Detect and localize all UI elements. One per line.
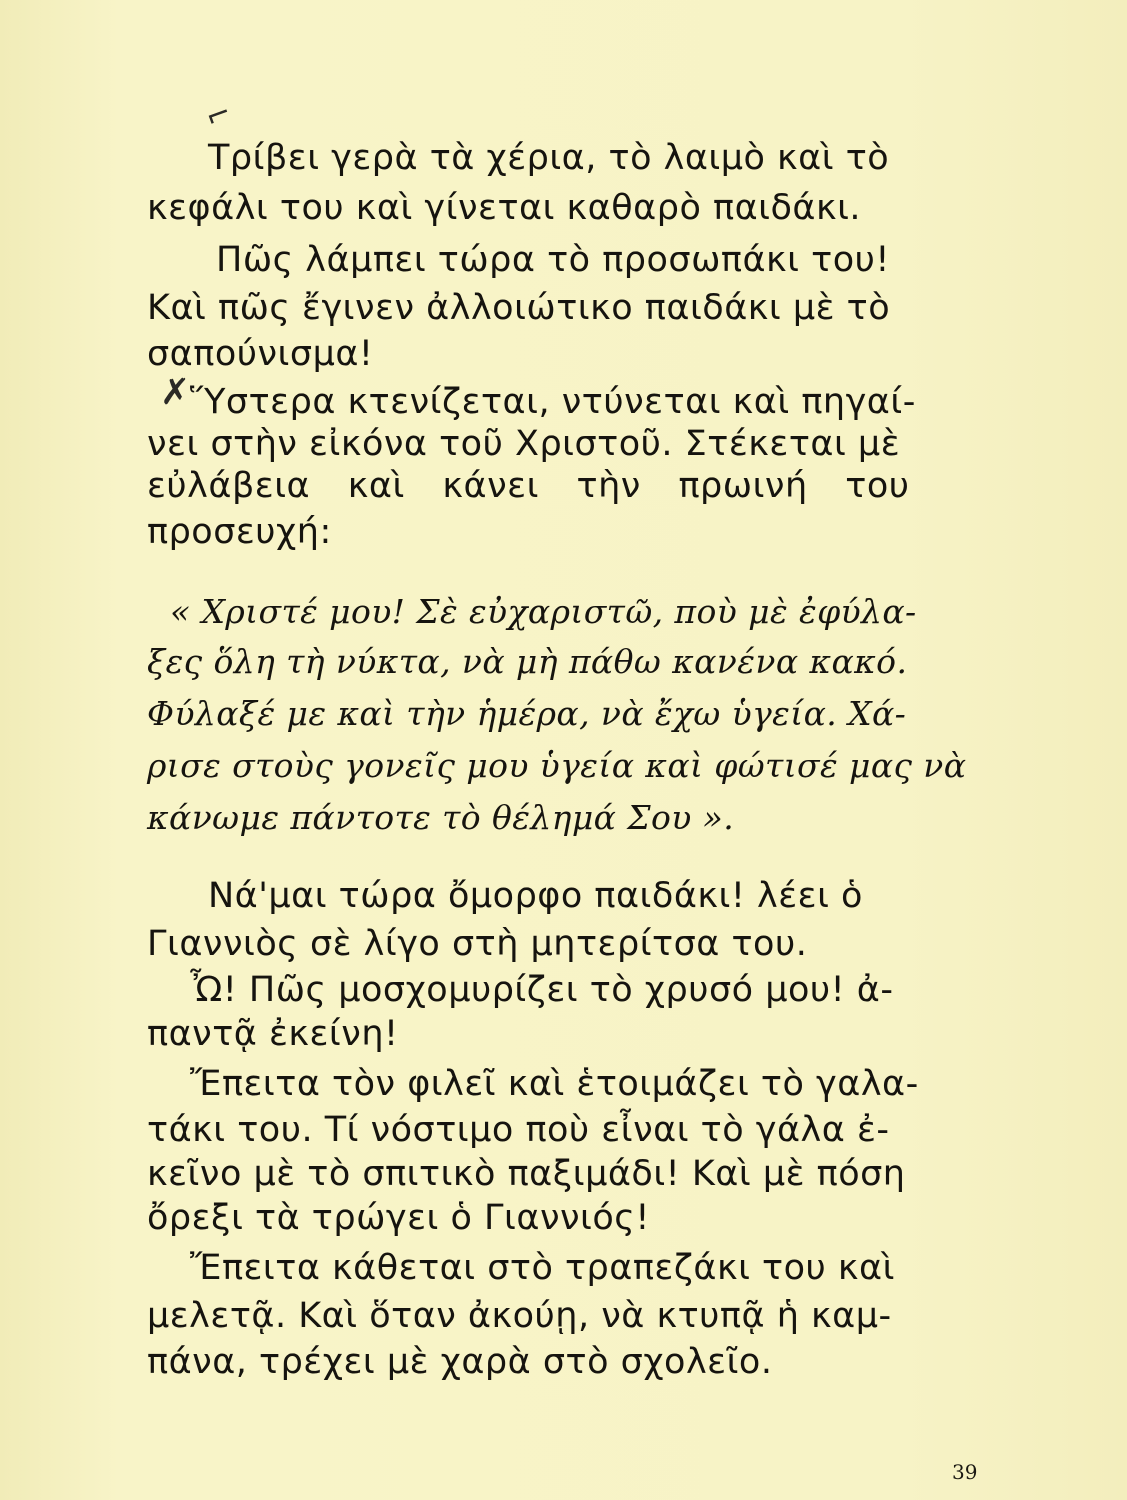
text-line: Τρίβει γερὰ τὰ χέρια, τὸ λαιμὸ καὶ τὸ [208, 138, 890, 178]
text-line: σαπούνισμα! [147, 334, 374, 374]
text-line: προσευχή: [147, 512, 332, 552]
text-line: Ὕστερα κτενίζεται, ντύνεται καὶ πηγαί- [190, 382, 916, 422]
text-line: κεῖνο μὲ τὸ σπιτικὸ παξιμάδι! Καὶ μὲ πόση [147, 1154, 906, 1194]
text-line: νει στὴν εἰκόνα τοῦ Χριστοῦ. Στέκεται μὲ [147, 424, 901, 464]
prayer-line: ρισε στοὺς γονεῖς μου ὑγεία καὶ φώτισέ μας νὰ [147, 746, 967, 785]
text-line: Γιαννιὸς σὲ λίγο στὴ μητερίτσα του. [147, 924, 808, 964]
page-number: 39 [952, 1460, 978, 1484]
text-line: παντᾷ ἐκείνη! [147, 1014, 399, 1054]
prayer-line: ξες ὅλη τὴ νύκτα, νὰ μὴ πάθω κανένα κακό. [147, 642, 908, 681]
text-line: Ἔπειτα κάθεται στὸ τραπεζάκι του καὶ [190, 1248, 895, 1288]
pencil-mark-top: ⌐ [200, 94, 237, 137]
text-line: Καὶ πῶς ἔγινεν ἀλλοιώτικο παιδάκι μὲ τὸ [147, 288, 891, 328]
prayer-line: κάνωμε πάντοτε τὸ θέλημά Σου ». [147, 798, 735, 837]
text-line: πάνα, τρέχει μὲ χαρὰ στὸ σχολεῖο. [147, 1342, 773, 1382]
text-line: Νά'μαι τώρα ὄμορφο παιδάκι! λέει ὁ [208, 876, 863, 916]
text-line: Ὦ! Πῶς μοσχομυρίζει τὸ χρυσό μου! ἀ- [190, 970, 894, 1010]
text-line: μελετᾷ. Καὶ ὅταν ἀκούῃ, νὰ κτυπᾷ ἡ καμ- [147, 1296, 892, 1336]
text-line: κεφάλι του καὶ γίνεται καθαρὸ παιδάκι. [147, 188, 862, 228]
text-line: Πῶς λάμπει τώρα τὸ προσωπάκι του! [216, 240, 890, 280]
prayer-line: Φύλαξέ με καὶ τὴν ἡμέρα, νὰ ἔχω ὑγεία. Χά- [147, 694, 907, 733]
pencil-mark-left: ✗ [160, 372, 191, 413]
text-line: Ἔπειτα τὸν φιλεῖ καὶ ἑτοιμάζει τὸ γαλα- [190, 1064, 919, 1104]
text-line: εὐλάβεια καὶ κάνει τὴν πρωινή του [147, 466, 910, 506]
text-line: ὄρεξι τὰ τρώγει ὁ Γιαννιός! [147, 1198, 650, 1238]
prayer-line: « Χριστέ μου! Σὲ εὐχαριστῶ, ποὺ μὲ ἐφύλα- [170, 592, 917, 631]
text-line: τάκι του. Τί νόστιμο ποὺ εἶναι τὸ γάλα ἐ- [147, 1110, 890, 1150]
